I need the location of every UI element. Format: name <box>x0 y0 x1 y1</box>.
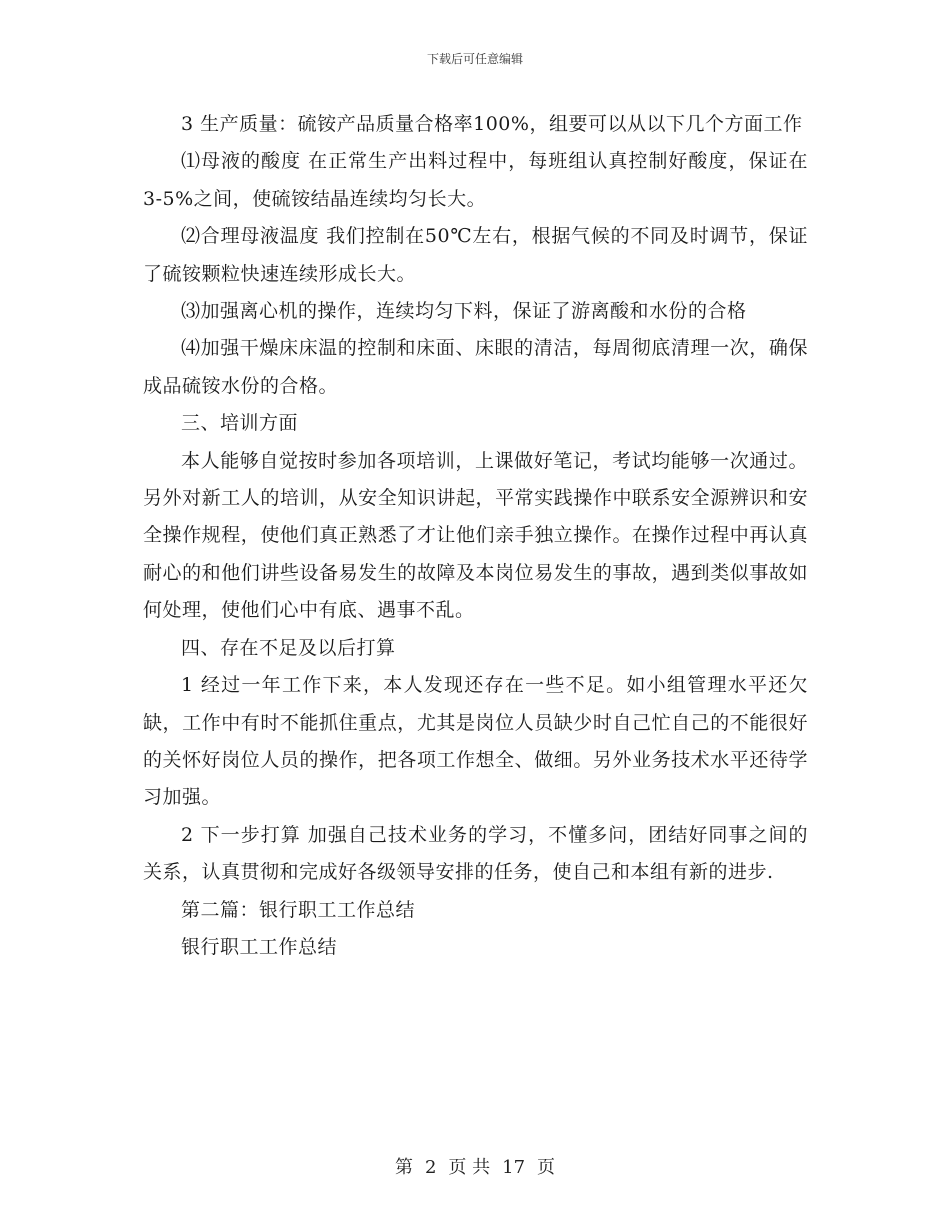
section-heading-shortcomings: 四、存在不足及以后打算 <box>181 636 396 659</box>
section-heading-training: 三、培训方面 <box>181 412 299 435</box>
paragraph-production-quality: 3 生产质量：硫铵产品质量合格率100%，组要可以从以下几个方面工作 <box>181 113 803 135</box>
paragraph-training: 本人能够自觉按时参加各项培训，上课做好笔记，考试均能够一次通过。另外对新工人的培训，从安全知识讲起，平常实践操作中联系安全源辨识和安全操作规程，使他们真正熟悉了才让他们亲手独立操作。在操作过程中再认真耐心的和他们讲些设备易发生的故障及本岗位易发生的事故，遇到类似事故如何处理，使他们心中有底、遇事不乱。 <box>143 449 808 622</box>
paragraph-dryer-bed-control: ⑷加强干燥床床温的控制和床面、床眼的清洁，每周彻底清理一次，确保成品硫铵水份的合格。 <box>143 337 808 397</box>
footer-middle: 页 共 <box>448 1157 491 1178</box>
total-page-count: 17 <box>502 1157 526 1178</box>
paragraph-centrifuge-operation: ⑶加强离心机的操作，连续均匀下料，保证了游离酸和水份的合格 <box>181 300 747 323</box>
page-footer <box>0 1153 950 1179</box>
paragraph-mother-liquor-acidity: ⑴母液的酸度 在正常生产出料过程中，每班组认真控制好酸度，保证在3-5%之间，使硫铵结晶连续均匀长大。 <box>143 150 808 210</box>
document-body <box>143 106 808 966</box>
paragraph-shortcomings: 1 经过一年工作下来，本人发现还存在一些不足。如小组管理水平还欠缺，工作中有时不能抓住重点，尤其是岗位人员缺少时自己忙自己的不能很好的关怀好岗位人员的操作，把各项工作想全、做细。另外业务技术水平还待学习加强。 <box>143 674 808 809</box>
footer-suffix: 页 <box>537 1157 556 1178</box>
paragraph-next-steps: 2 下一步打算 加强自己技术业务的学习，不懂多问，团结好同事之间的关系，认真贯彻和完成好各级领导安排的任务，使自己和本组有新的进步. <box>143 823 808 884</box>
current-page-number: 2 <box>424 1157 437 1178</box>
page-header: 下载后可任意编辑 <box>426 52 523 66</box>
paragraph-mother-liquor-temperature: ⑵合理母液温度 我们控制在50℃左右，根据气候的不同及时调节，保证了硫铵颗粒快速连续形成长大。 <box>143 225 808 285</box>
section-heading-part-two: 第二篇：银行职工工作总结 <box>181 898 416 921</box>
footer-prefix: 第 <box>394 1157 413 1178</box>
document-subtitle: 银行职工工作总结 <box>181 935 338 958</box>
